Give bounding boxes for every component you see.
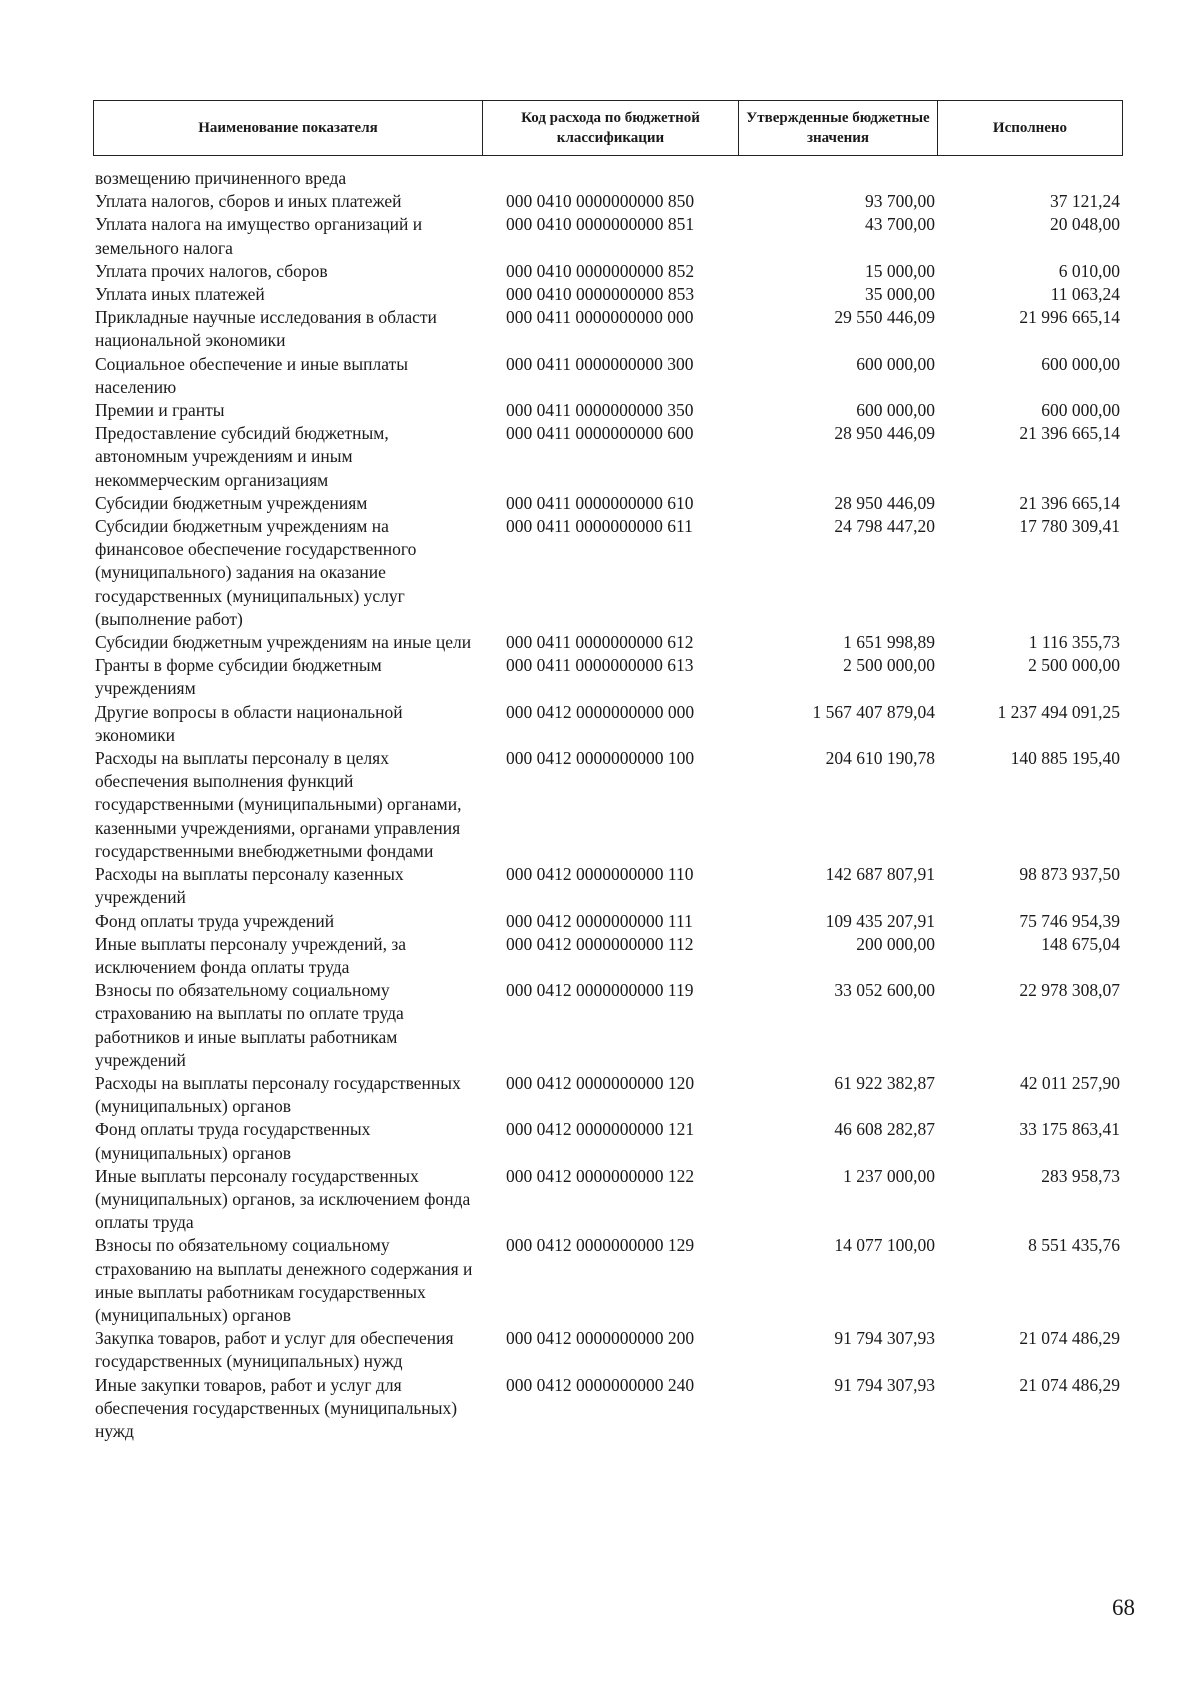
row-name: Другие вопросы в области национальной экономики bbox=[95, 701, 403, 745]
row-name: Субсидии бюджетным учреждениям на иные цели bbox=[95, 632, 472, 653]
row-name: Расходы на выплаты персоналу в целях обеспечения выполнения функций государственными (муниципальными) органами, казенными учреждениями, органами управления государственными внебюджетными фондами bbox=[95, 748, 462, 861]
row-executed: 2 500 000,00 bbox=[1028, 655, 1120, 676]
row-name: Премии и гранты bbox=[95, 400, 225, 421]
row-code: 000 0412 0000000000 111 bbox=[506, 910, 693, 931]
table-row bbox=[93, 190, 1122, 213]
row-executed: 37 121,24 bbox=[1050, 191, 1120, 212]
row-approved: 29 550 446,09 bbox=[834, 307, 935, 328]
table-row bbox=[93, 213, 1122, 259]
header-name: Наименование показателя bbox=[94, 101, 483, 156]
row-executed: 6 010,00 bbox=[1058, 260, 1120, 281]
row-name: Иные выплаты персоналу государственных (муниципальных) органов, за исключением фонда оплаты труда bbox=[95, 1165, 471, 1233]
row-approved: 14 077 100,00 bbox=[834, 1235, 935, 1256]
row-code: 000 0411 0000000000 600 bbox=[506, 423, 694, 444]
row-approved: 600 000,00 bbox=[856, 400, 935, 421]
row-name: Прикладные научные исследования в области национальной экономики bbox=[95, 307, 437, 351]
row-name: Взносы по обязательному социальному страхованию на выплаты по оплате труда работников и иные выплаты работникам учреждений bbox=[95, 980, 404, 1070]
table-row bbox=[93, 701, 1122, 747]
row-code: 000 0410 0000000000 853 bbox=[506, 284, 695, 305]
row-name: Уплата иных платежей bbox=[95, 284, 265, 305]
row-executed: 20 048,00 bbox=[1050, 214, 1120, 235]
row-executed: 21 396 665,14 bbox=[1019, 423, 1120, 444]
header-executed: Исполнено bbox=[938, 101, 1123, 156]
row-approved: 33 052 600,00 bbox=[834, 980, 935, 1001]
table-row bbox=[93, 422, 1122, 492]
row-code: 000 0412 0000000000 100 bbox=[506, 748, 695, 769]
row-name: Предоставление субсидий бюджетным, автономным учреждениям и иным некоммерческим организациям bbox=[95, 423, 389, 490]
row-name: Закупка товаров, работ и услуг для обеспечения государственных (муниципальных) нужд bbox=[95, 1328, 454, 1372]
table-row bbox=[93, 1234, 1122, 1327]
row-approved: 93 700,00 bbox=[865, 191, 935, 212]
header-approved: Утвержденные бюджетные значения bbox=[739, 101, 938, 156]
row-approved: 24 798 447,20 bbox=[834, 516, 935, 537]
row-executed: 98 873 937,50 bbox=[1019, 864, 1120, 885]
row-approved: 1 651 998,89 bbox=[843, 632, 935, 653]
row-executed: 11 063,24 bbox=[1050, 284, 1120, 305]
table-row bbox=[93, 260, 1122, 283]
row-approved: 109 435 207,91 bbox=[825, 910, 935, 931]
table-row bbox=[93, 1118, 1122, 1164]
row-executed: 8 551 435,76 bbox=[1028, 1235, 1120, 1256]
row-name: Фонд оплаты труда государственных (муниципальных) органов bbox=[95, 1119, 371, 1163]
row-code: 000 0412 0000000000 122 bbox=[506, 1165, 695, 1186]
row-name: Расходы на выплаты персоналу казенных учреждений bbox=[95, 864, 404, 908]
row-executed: 283 958,73 bbox=[1041, 1165, 1120, 1186]
row-approved: 43 700,00 bbox=[865, 214, 935, 235]
row-code: 000 0412 0000000000 129 bbox=[506, 1235, 695, 1256]
row-code: 000 0411 0000000000 613 bbox=[506, 655, 694, 676]
row-approved: 200 000,00 bbox=[856, 933, 935, 954]
row-approved: 46 608 282,87 bbox=[834, 1119, 935, 1140]
row-approved: 15 000,00 bbox=[865, 260, 935, 281]
table-row bbox=[93, 353, 1122, 399]
row-code: 000 0412 0000000000 240 bbox=[506, 1374, 695, 1395]
row-code: 000 0411 0000000000 612 bbox=[506, 632, 694, 653]
row-executed bbox=[937, 167, 1122, 190]
row-executed: 148 675,04 bbox=[1041, 933, 1120, 954]
row-executed: 1 116 355,73 bbox=[1028, 632, 1120, 653]
row-name: Взносы по обязательному социальному страхованию на выплаты денежного содержания и иные выплаты работникам государственных (муниципальных) органов bbox=[95, 1235, 473, 1325]
row-code: 000 0410 0000000000 851 bbox=[506, 214, 695, 235]
row-code: 000 0412 0000000000 121 bbox=[506, 1119, 695, 1140]
row-name: Социальное обеспечение и иные выплаты населению bbox=[95, 353, 409, 397]
row-approved: 600 000,00 bbox=[856, 353, 935, 374]
row-code: 000 0412 0000000000 112 bbox=[506, 933, 694, 954]
table-header bbox=[93, 100, 1123, 156]
row-approved: 2 500 000,00 bbox=[843, 655, 935, 676]
table-row bbox=[93, 910, 1122, 933]
row-name: Фонд оплаты труда учреждений bbox=[95, 910, 335, 931]
row-approved: 35 000,00 bbox=[865, 284, 935, 305]
table-row bbox=[93, 863, 1122, 909]
table-row bbox=[93, 399, 1122, 422]
table-row bbox=[93, 933, 1122, 979]
row-approved bbox=[738, 167, 937, 190]
row-name: Субсидии бюджетным учреждениям bbox=[95, 492, 368, 513]
row-code: 000 0412 0000000000 000 bbox=[506, 701, 695, 722]
table-row bbox=[93, 747, 1122, 863]
row-name: Уплата налога на имущество организаций и земельного налога bbox=[95, 214, 423, 258]
row-approved: 91 794 307,93 bbox=[834, 1374, 935, 1395]
row-code: 000 0412 0000000000 120 bbox=[506, 1072, 695, 1093]
row-approved: 28 950 446,09 bbox=[834, 423, 935, 444]
row-code bbox=[482, 167, 738, 190]
table-row bbox=[93, 979, 1122, 1072]
row-name: Гранты в форме субсидии бюджетным учреждениям bbox=[95, 655, 382, 699]
row-code: 000 0410 0000000000 852 bbox=[506, 260, 695, 281]
row-approved: 61 922 382,87 bbox=[834, 1072, 935, 1093]
row-code: 000 0411 0000000000 611 bbox=[506, 516, 693, 537]
row-executed: 21 074 486,29 bbox=[1019, 1374, 1120, 1395]
table-row bbox=[93, 654, 1122, 700]
row-name: возмещению причиненного вреда bbox=[95, 168, 347, 188]
row-approved: 204 610 190,78 bbox=[825, 748, 935, 769]
row-executed: 22 978 308,07 bbox=[1019, 980, 1120, 1001]
row-approved: 28 950 446,09 bbox=[834, 492, 935, 513]
table-row bbox=[93, 515, 1122, 631]
row-code: 000 0411 0000000000 610 bbox=[506, 492, 694, 513]
table-row bbox=[93, 283, 1122, 306]
row-executed: 42 011 257,90 bbox=[1020, 1072, 1120, 1093]
row-executed: 600 000,00 bbox=[1041, 400, 1120, 421]
budget-table bbox=[93, 167, 1122, 1443]
table-row bbox=[93, 631, 1122, 654]
row-code: 000 0412 0000000000 110 bbox=[506, 864, 694, 885]
row-code: 000 0410 0000000000 850 bbox=[506, 191, 695, 212]
row-code: 000 0411 0000000000 000 bbox=[506, 307, 694, 328]
row-name: Иные выплаты персоналу учреждений, за исключением фонда оплаты труда bbox=[95, 933, 407, 977]
row-executed: 33 175 863,41 bbox=[1019, 1119, 1120, 1140]
table-row bbox=[93, 1327, 1122, 1373]
table-row bbox=[93, 492, 1122, 515]
row-code: 000 0411 0000000000 350 bbox=[506, 400, 694, 421]
row-executed: 1 237 494 091,25 bbox=[997, 701, 1120, 722]
row-name: Субсидии бюджетным учреждениям на финансовое обеспечение государственного (муниципального) задания на оказание государственных (муниципальных) услуг (выполнение работ) bbox=[95, 516, 417, 629]
row-approved: 1 567 407 879,04 bbox=[812, 701, 935, 722]
row-name: Уплата налогов, сборов и иных платежей bbox=[95, 191, 402, 212]
row-approved: 142 687 807,91 bbox=[825, 864, 935, 885]
row-name: Уплата прочих налогов, сборов bbox=[95, 260, 328, 281]
row-code: 000 0411 0000000000 300 bbox=[506, 353, 694, 374]
table-row bbox=[93, 306, 1122, 352]
row-approved: 91 794 307,93 bbox=[834, 1328, 935, 1349]
row-name: Расходы на выплаты персоналу государственных (муниципальных) органов bbox=[95, 1072, 461, 1117]
row-executed: 17 780 309,41 bbox=[1019, 516, 1120, 537]
row-code: 000 0412 0000000000 200 bbox=[506, 1328, 695, 1349]
table-row bbox=[93, 1072, 1122, 1118]
row-executed: 140 885 195,40 bbox=[1010, 748, 1120, 769]
row-executed: 75 746 954,39 bbox=[1019, 910, 1120, 931]
table-row bbox=[93, 1374, 1122, 1444]
row-executed: 21 396 665,14 bbox=[1019, 492, 1120, 513]
header-code: Код расхода по бюджетной классификации bbox=[483, 101, 739, 156]
table-row bbox=[93, 1165, 1122, 1235]
row-name: Иные закупки товаров, работ и услуг для обеспечения государственных (муниципальных) нужд bbox=[95, 1374, 458, 1441]
row-approved: 1 237 000,00 bbox=[843, 1165, 935, 1186]
page-number: 68 bbox=[1112, 1595, 1135, 1620]
row-executed: 21 996 665,14 bbox=[1019, 307, 1120, 328]
row-executed: 21 074 486,29 bbox=[1019, 1328, 1120, 1349]
row-code: 000 0412 0000000000 119 bbox=[506, 980, 694, 1001]
table-row bbox=[93, 167, 1122, 190]
row-executed: 600 000,00 bbox=[1041, 353, 1120, 374]
